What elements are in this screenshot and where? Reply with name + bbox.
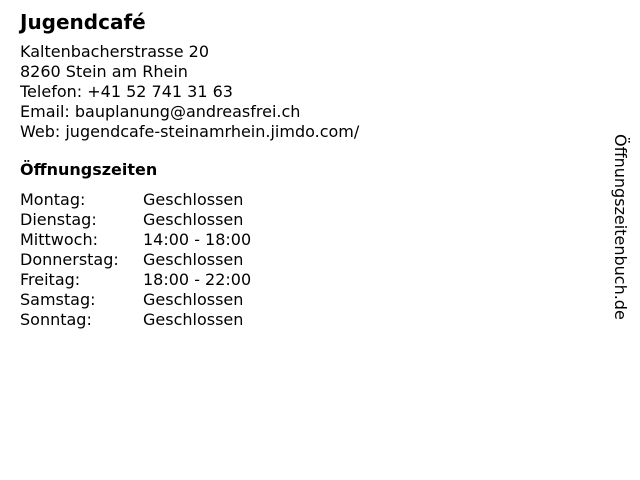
hours-value: Geschlossen: [143, 190, 244, 209]
hours-row-thursday: [20, 250, 580, 270]
city-address: 8260 Stein am Rhein: [20, 62, 188, 81]
hours-value: 18:00 - 22:00: [143, 270, 252, 289]
hours-value: Geschlossen: [143, 210, 244, 229]
hours-value: Geschlossen: [143, 310, 244, 329]
place-title: Jugendcafé: [20, 10, 146, 34]
opening-hours-heading: Öffnungszeiten: [20, 160, 158, 179]
contact-block: [20, 42, 580, 142]
street-address: Kaltenbacherstrasse 20: [20, 42, 209, 61]
opening-hours-table: [20, 190, 580, 330]
hours-row-friday: [20, 270, 580, 290]
email-line: Email: bauplanung@andreasfrei.ch: [20, 102, 301, 121]
day-label: Freitag:: [20, 270, 81, 289]
place-card: [20, 10, 580, 330]
phone-line: Telefon: +41 52 741 31 63: [20, 82, 233, 101]
day-label: Mittwoch:: [20, 230, 98, 249]
hours-row-saturday: [20, 290, 580, 310]
day-label: Samstag:: [20, 290, 96, 309]
hours-value: 14:00 - 18:00: [143, 230, 252, 249]
hours-row-sunday: [20, 310, 580, 330]
hours-value: Geschlossen: [143, 250, 244, 269]
day-label: Montag:: [20, 190, 86, 209]
hours-row-monday: [20, 190, 580, 210]
hours-value: Geschlossen: [143, 290, 244, 309]
hours-row-tuesday: [20, 210, 580, 230]
source-credit: Öffnungszeitenbuch.de: [611, 134, 630, 320]
day-label: Sonntag:: [20, 310, 92, 329]
website-line: Web: jugendcafe-steinamrhein.jimdo.com/: [20, 122, 360, 141]
day-label: Dienstag:: [20, 210, 97, 229]
day-label: Donnerstag:: [20, 250, 119, 269]
hours-row-wednesday: [20, 230, 580, 250]
